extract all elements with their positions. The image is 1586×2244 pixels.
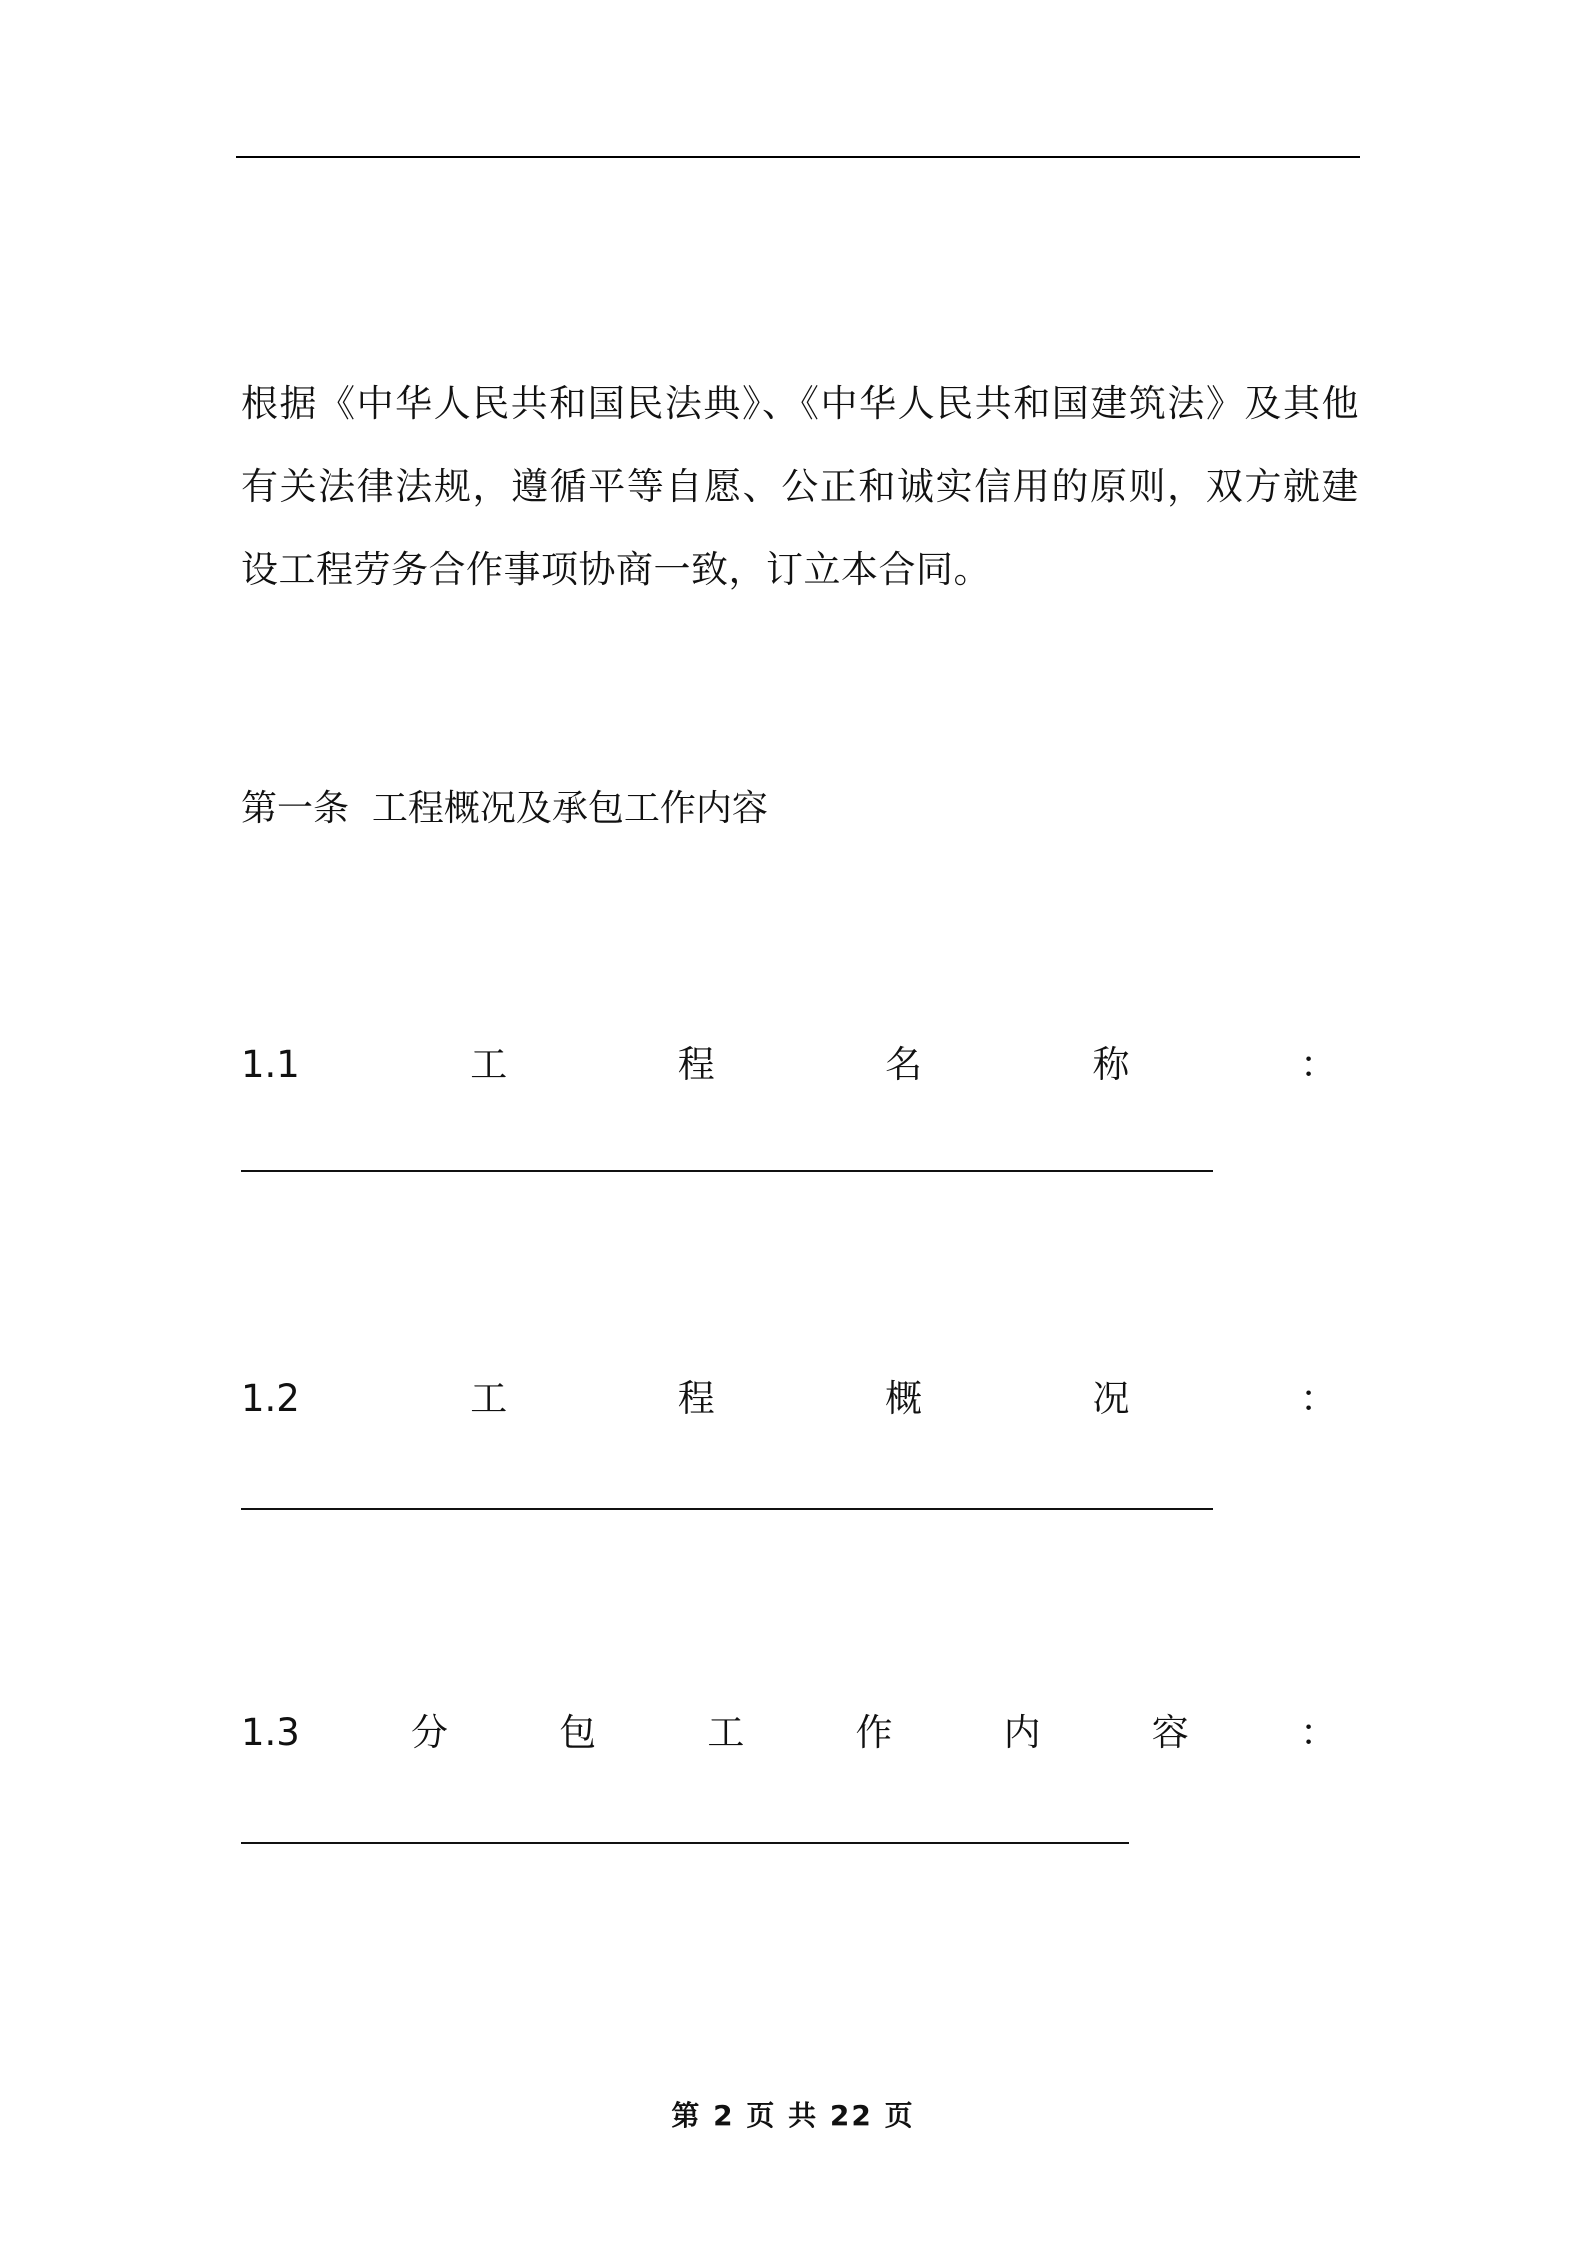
subcontract-scope-blank-line[interactable] [241,1842,1129,1844]
clause-number: 1.2 [241,1377,300,1420]
header-rule [236,156,1360,158]
clause-label-char: 工 [470,1043,508,1086]
clause-label-char: 程 [677,1377,715,1420]
clause-colon: ： [1299,1377,1337,1420]
clause-label-char: 名 [885,1043,923,1086]
clause-label-char: 内 [1003,1711,1041,1754]
clause-label-char: 分 [411,1711,448,1754]
clause-label-char: 作 [855,1711,893,1754]
clause-label-char: 容 [1151,1711,1189,1754]
clause-label-char: 工 [707,1711,745,1754]
clause-label-char: 称 [1092,1043,1130,1086]
contract-preamble: 根据《中华人民共和国民法典》、《中华人民共和国建筑法》及其他有关法律法规，遵循平等自愿、公正和诚实信用的原则，双方就建设工程劳务合作事项协商一致，订立本合同。 [241,382,1359,591]
project-overview-blank-line[interactable] [241,1508,1213,1510]
clause-label-char: 况 [1092,1377,1130,1420]
clause-label-char: 包 [559,1711,597,1754]
project-name-blank-line[interactable] [241,1170,1213,1172]
clause-number: 1.3 [241,1711,300,1754]
clause-number: 1.1 [241,1043,300,1086]
clause-1-1-project-name [241,1040,1337,1090]
article-1-title: 第一条 工程概况及承包工作内容 [241,788,768,829]
clause-label-char: 程 [677,1043,715,1086]
page-number-footer: 第 2 页 共 22 页 [671,2099,915,2132]
clause-1-2-project-overview [241,1374,1337,1424]
clause-label-char: 工 [470,1377,508,1420]
clause-1-3-subcontract-scope [241,1708,1337,1758]
clause-colon: ： [1299,1043,1337,1086]
clause-label-char: 概 [885,1377,923,1420]
clause-colon: ： [1299,1711,1337,1754]
